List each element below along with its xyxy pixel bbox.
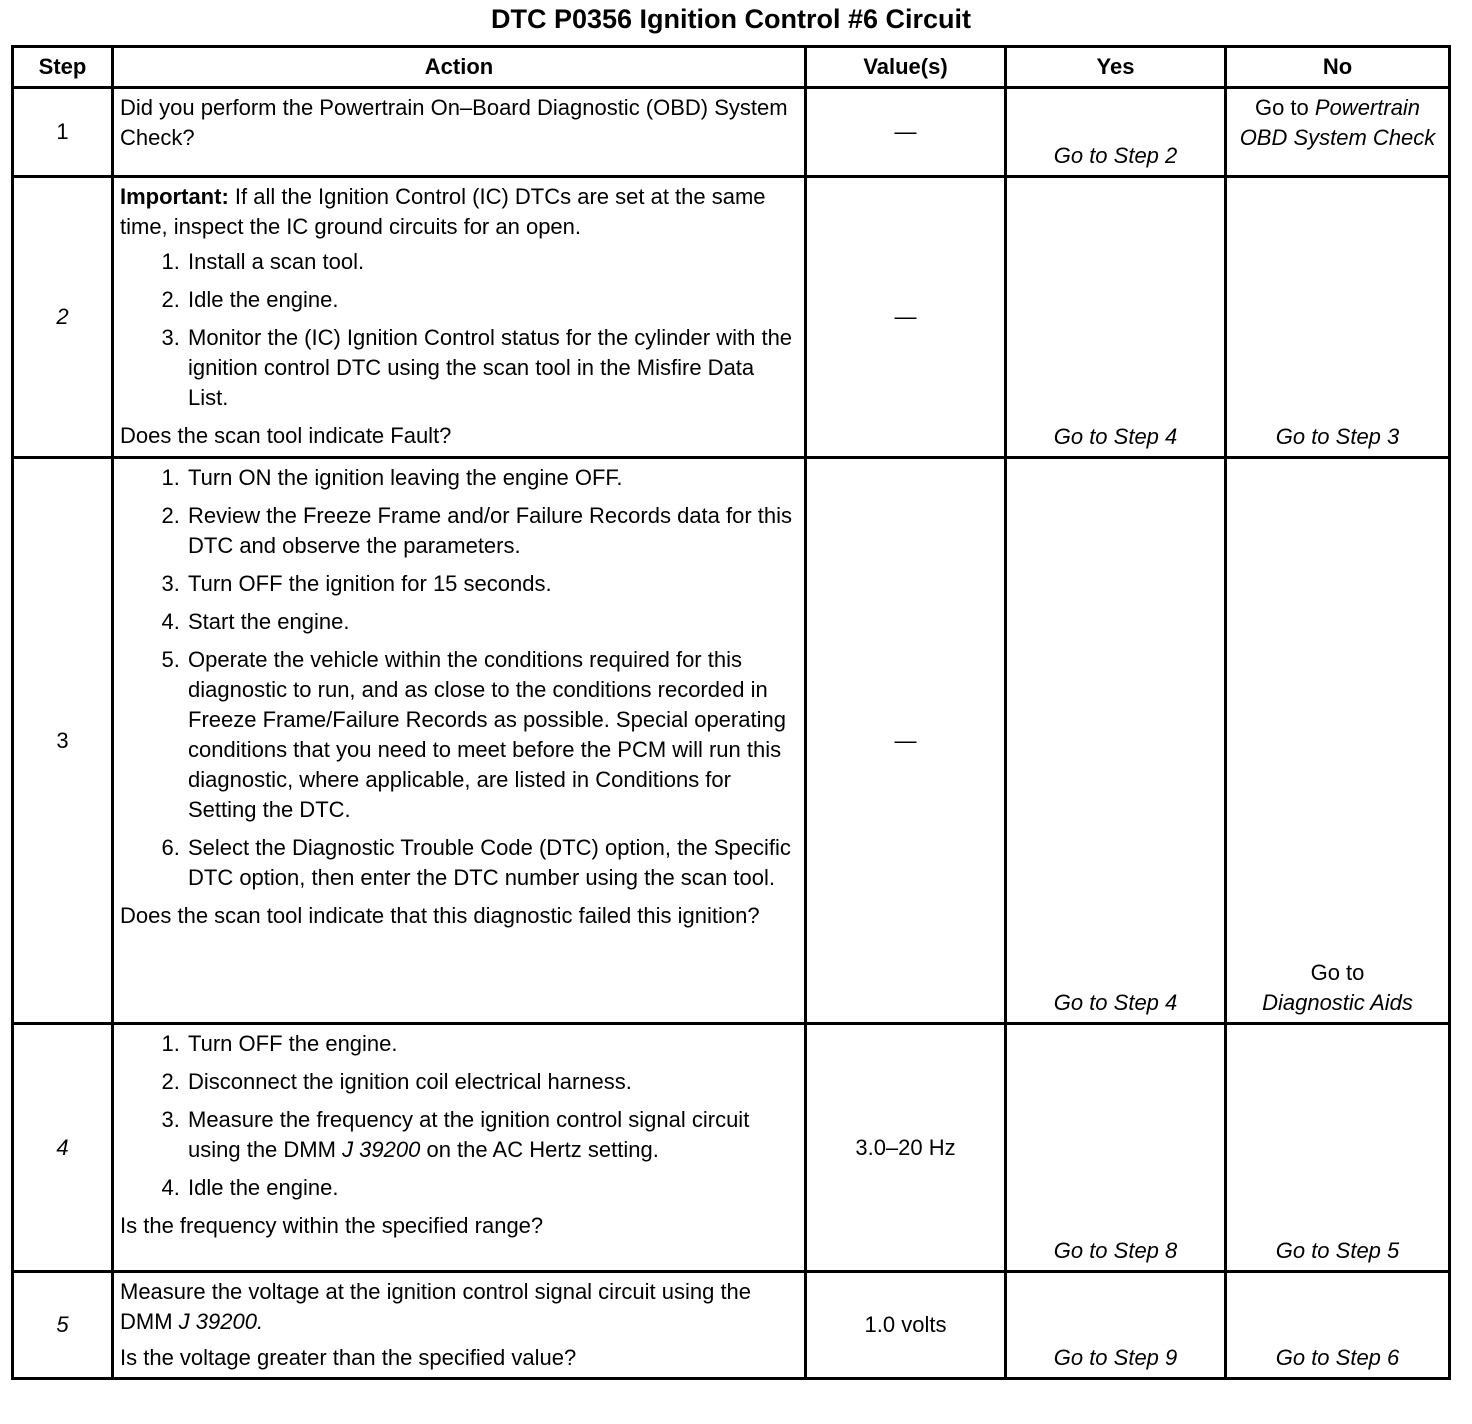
no-link: Powertrain OBD System Check bbox=[1239, 95, 1436, 150]
no-cell bbox=[1226, 88, 1450, 177]
diagnostic-table bbox=[11, 45, 1451, 1380]
table-row bbox=[13, 458, 1450, 1024]
step-number: 4 bbox=[13, 1024, 113, 1272]
no-cell: Go to Step 6 bbox=[1226, 1272, 1450, 1379]
action-text: Measure the voltage at the ignition control signal circuit using the DMM J 39200. bbox=[120, 1279, 752, 1334]
step-number: 2 bbox=[13, 177, 113, 458]
action-steps bbox=[120, 247, 798, 413]
no-cell: Go to Step 5 bbox=[1226, 1024, 1450, 1272]
list-item: 3. Turn OFF the ignition for 15 seconds. bbox=[186, 569, 798, 599]
list-item: 5. Operate the vehicle within the conditions required for this diagnostic to run, and as close to the conditions recorded in Freeze Frame/Failure Records as possible. Special operating conditions that you need to meet before the PCM will run this diagnostic, where applicable, are listed in Conditions for Setting the DTC. bbox=[186, 645, 798, 825]
action-question: Does the scan tool indicate that this diagnostic failed this ignition? bbox=[120, 903, 760, 928]
action-cell bbox=[113, 1024, 806, 1272]
header-row bbox=[13, 47, 1450, 88]
header-values: Value(s) bbox=[806, 47, 1006, 88]
important-note bbox=[120, 182, 798, 242]
tool-reference: J 39200. bbox=[178, 1309, 264, 1334]
value-cell: — bbox=[806, 88, 1006, 177]
header-yes: Yes bbox=[1006, 47, 1226, 88]
list-item: 4. Start the engine. bbox=[186, 607, 798, 637]
list-item: 6. Select the Diagnostic Trouble Code (DTC) option, the Specific DTC option, then enter the DTC number using the scan tool. bbox=[186, 833, 798, 893]
header-action: Action bbox=[113, 47, 806, 88]
header-no: No bbox=[1226, 47, 1450, 88]
action-steps bbox=[120, 463, 798, 893]
table-row bbox=[13, 177, 1450, 458]
list-item: 2. Disconnect the ignition coil electrical harness. bbox=[186, 1067, 798, 1097]
header-step: Step bbox=[13, 47, 113, 88]
action-question: Did you perform the Powertrain On–Board Diagnostic (OBD) System Check? bbox=[120, 95, 788, 150]
important-label: Important: bbox=[120, 184, 229, 209]
action-cell bbox=[113, 1272, 806, 1379]
yes-cell: Go to Step 4 bbox=[1006, 177, 1226, 458]
action-question: Does the scan tool indicate Fault? bbox=[120, 423, 452, 448]
yes-cell: Go to Step 2 bbox=[1006, 88, 1226, 177]
action-question: Is the voltage greater than the specified value? bbox=[120, 1345, 577, 1370]
value-cell: — bbox=[806, 458, 1006, 1024]
no-link: Diagnostic Aids bbox=[1262, 990, 1413, 1015]
list-item: 1. Turn OFF the engine. bbox=[186, 1029, 798, 1059]
no-prefix: Go to bbox=[1254, 95, 1309, 120]
action-cell bbox=[113, 458, 806, 1024]
important-text: If all the Ignition Control (IC) DTCs are set at the same time, inspect the IC ground circuits for an open. bbox=[120, 184, 766, 239]
list-item: 4. Idle the engine. bbox=[186, 1173, 798, 1203]
step-number: 5 bbox=[13, 1272, 113, 1379]
page-title: DTC P0356 Ignition Control #6 Circuit bbox=[490, 4, 972, 34]
step-number: 1 bbox=[13, 88, 113, 177]
yes-cell: Go to Step 9 bbox=[1006, 1272, 1226, 1379]
value-cell: 1.0 volts bbox=[806, 1272, 1006, 1379]
no-cell: Go to Step 3 bbox=[1226, 177, 1450, 458]
list-item: 3. Measure the frequency at the ignition control signal circuit using the DMM J 39200 on the AC Hertz setting. bbox=[186, 1105, 798, 1165]
table-row bbox=[13, 88, 1450, 177]
list-item: 1. Install a scan tool. bbox=[186, 247, 798, 277]
no-cell bbox=[1226, 458, 1450, 1024]
yes-cell: Go to Step 4 bbox=[1006, 458, 1226, 1024]
list-item: 2. Review the Freeze Frame and/or Failure Records data for this DTC and observe the parameters. bbox=[186, 501, 798, 561]
table-row bbox=[13, 1272, 1450, 1379]
no-prefix: Go to bbox=[1310, 960, 1365, 985]
value-cell: 3.0–20 Hz bbox=[806, 1024, 1006, 1272]
step-number: 3 bbox=[13, 458, 113, 1024]
list-item: 2. Idle the engine. bbox=[186, 285, 798, 315]
action-steps bbox=[120, 1029, 798, 1203]
yes-cell: Go to Step 8 bbox=[1006, 1024, 1226, 1272]
value-cell: — bbox=[806, 177, 1006, 458]
table-row bbox=[13, 1024, 1450, 1272]
list-item: 3. Monitor the (IC) Ignition Control status for the cylinder with the ignition control DTC using the scan tool in the Misfire Data List. bbox=[186, 323, 798, 413]
tool-reference: J 39200 bbox=[342, 1137, 421, 1162]
list-item: 1. Turn ON the ignition leaving the engine OFF. bbox=[186, 463, 798, 493]
action-cell bbox=[113, 88, 806, 177]
action-cell bbox=[113, 177, 806, 458]
action-question: Is the frequency within the specified range? bbox=[120, 1213, 544, 1238]
